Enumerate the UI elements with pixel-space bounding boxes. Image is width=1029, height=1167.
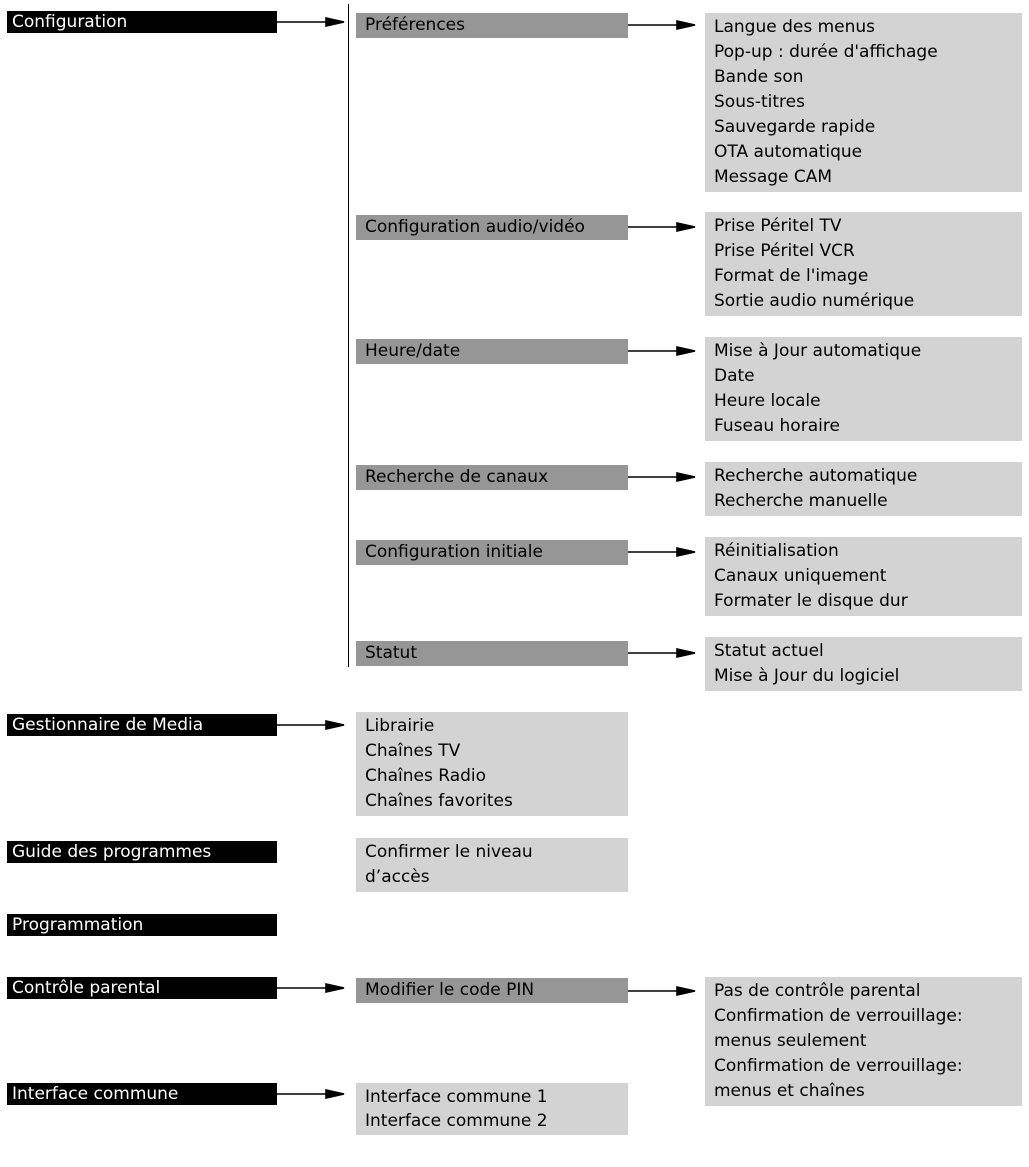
- submenu-configuration-initiale[interactable]: Configuration initiale: [356, 540, 628, 565]
- option-item[interactable]: Sortie audio numérique: [714, 291, 915, 311]
- root-item-guide-programmes[interactable]: Guide des programmes: [7, 841, 277, 863]
- arrow-interface: [326, 1090, 344, 1098]
- option-item[interactable]: Confirmation de verrouillage:: [714, 1006, 963, 1026]
- option-item[interactable]: Message CAM: [714, 167, 833, 187]
- list-gestionnaire-media: [356, 712, 628, 816]
- root-item-interface-commune[interactable]: Interface commune: [7, 1083, 277, 1105]
- option-item[interactable]: Format de l'image: [714, 266, 869, 286]
- option-item-continued: menus et chaînes: [714, 1081, 865, 1101]
- list-item[interactable]: Librairie: [365, 716, 435, 736]
- submenu-audio-video[interactable]: Configuration audio/vidéo: [356, 215, 628, 240]
- submenu-recherche-canaux[interactable]: Recherche de canaux: [356, 465, 628, 490]
- option-item[interactable]: Pas de contrôle parental: [714, 981, 921, 1001]
- list-item[interactable]: Interface commune 2: [365, 1111, 548, 1131]
- options-statut: [705, 637, 1022, 691]
- option-item[interactable]: Mise à Jour du logiciel: [714, 666, 900, 686]
- option-item[interactable]: Statut actuel: [714, 641, 824, 661]
- option-item[interactable]: OTA automatique: [714, 142, 863, 162]
- list-item[interactable]: Chaînes TV: [365, 741, 461, 761]
- option-item[interactable]: Prise Péritel VCR: [714, 241, 855, 261]
- list-item[interactable]: Confirmer le niveau: [365, 842, 533, 862]
- arrow-statut: [677, 649, 695, 657]
- option-item[interactable]: Date: [714, 366, 755, 386]
- configuration-bracket-line: [348, 4, 349, 667]
- list-item[interactable]: Interface commune 1: [365, 1087, 548, 1107]
- options-heure-date: [705, 337, 1022, 441]
- list-item[interactable]: Chaînes Radio: [365, 766, 487, 786]
- option-item[interactable]: Canaux uniquement: [714, 566, 887, 586]
- root-item-gestionnaire-media[interactable]: Gestionnaire de Media: [7, 714, 277, 736]
- root-item-controle-parental[interactable]: Contrôle parental: [7, 977, 277, 999]
- options-preferences: [705, 13, 1022, 192]
- list-interface-commune: [356, 1083, 628, 1135]
- root-item-programmation[interactable]: Programmation: [7, 914, 277, 936]
- arrow-configuration: [326, 18, 344, 26]
- arrow-heure-date: [677, 347, 695, 355]
- arrow-audio-video: [677, 223, 695, 231]
- option-item[interactable]: Réinitialisation: [714, 541, 839, 561]
- submenu-heure-date[interactable]: Heure/date: [356, 339, 628, 364]
- option-item[interactable]: Sous-titres: [714, 92, 805, 112]
- options-controle-parental: [705, 977, 1022, 1106]
- arrow-gestionnaire: [326, 721, 344, 729]
- options-recherche-canaux: [705, 462, 1022, 516]
- option-item[interactable]: Confirmation de verrouillage:: [714, 1056, 963, 1076]
- list-item: d’accès: [365, 867, 430, 887]
- option-item-continued: menus seulement: [714, 1031, 867, 1051]
- option-item[interactable]: Langue des menus: [714, 17, 876, 37]
- options-configuration-initiale: [705, 537, 1022, 616]
- arrow-config-initiale: [677, 548, 695, 556]
- arrow-preferences: [677, 21, 695, 29]
- option-item[interactable]: Fuseau horaire: [714, 416, 840, 436]
- option-item[interactable]: Formater le disque dur: [714, 591, 908, 611]
- option-item[interactable]: Bande son: [714, 67, 804, 87]
- options-audio-video: [705, 212, 1022, 316]
- option-item[interactable]: Mise à Jour automatique: [714, 341, 922, 361]
- arrow-controle: [326, 984, 344, 992]
- option-item[interactable]: Heure locale: [714, 391, 821, 411]
- option-item[interactable]: Sauvegarde rapide: [714, 117, 876, 137]
- list-item[interactable]: Chaînes favorites: [365, 791, 513, 811]
- option-item[interactable]: Recherche automatique: [714, 466, 918, 486]
- submenu-statut[interactable]: Statut: [356, 641, 628, 666]
- list-guide-programmes: [356, 838, 628, 892]
- root-item-configuration[interactable]: Configuration: [7, 11, 277, 33]
- submenu-preferences[interactable]: Préférences: [356, 13, 628, 38]
- option-item[interactable]: Prise Péritel TV: [714, 216, 842, 236]
- submenu-modifier-code-pin[interactable]: Modifier le code PIN: [356, 978, 628, 1003]
- option-item[interactable]: Pop-up : durée d'affichage: [714, 42, 938, 62]
- arrow-recherche: [677, 473, 695, 481]
- option-item[interactable]: Recherche manuelle: [714, 491, 888, 511]
- arrow-pin: [677, 987, 695, 995]
